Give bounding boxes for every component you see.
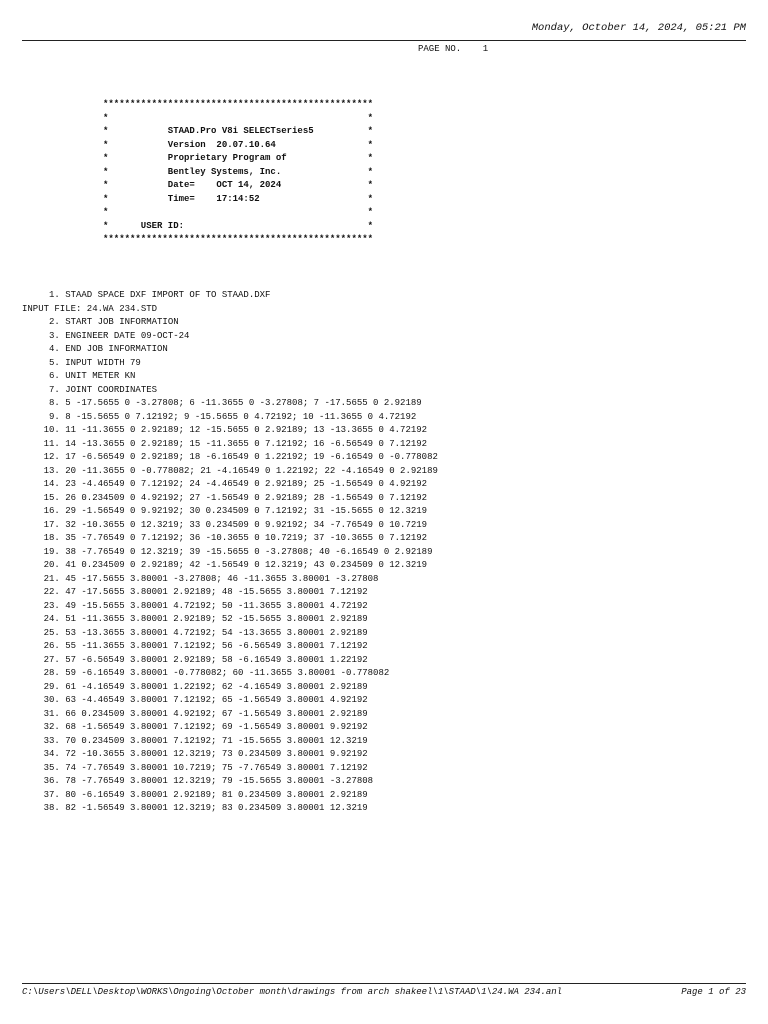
banner-line: * Proprietary Program of * (103, 153, 374, 163)
listing-line: 15. 26 0.234509 0 4.92192; 27 -1.56549 0 2.92189; 28 -1.56549 0 7.12192 (22, 492, 428, 503)
footer-divider (22, 983, 746, 984)
banner-line: * Version 20.07.10.64 * (103, 139, 374, 150)
listing-line: 36. 78 -7.76549 3.80001 12.3219; 79 -15.5655 3.80001 -3.27808 (22, 776, 374, 786)
page-count: Page 1 of 23 (681, 987, 746, 997)
listing-line: 16. 29 -1.56549 0 9.92192; 30 0.234509 0 7.12192; 31 -15.5655 0 12.3219 (22, 506, 428, 516)
listing-line: 9. 8 -15.5655 0 7.12192; 9 -15.5655 0 4.72192; 10 -11.3655 0 4.72192 (22, 411, 417, 422)
banner-line: ************************************************** (103, 99, 374, 109)
input-listing (22, 289, 438, 816)
listing-line: 11. 14 -13.3655 0 2.92189; 15 -11.3655 0 7.12192; 16 -6.56549 0 7.12192 (22, 438, 428, 449)
listing-line: 19. 38 -7.76549 0 12.3219; 39 -15.5655 0 -3.27808; 40 -6.16549 0 2.92189 (22, 546, 433, 557)
listing-line: 12. 17 -6.56549 0 2.92189; 18 -6.16549 0 1.22192; 19 -6.16549 0 -0.778082 (22, 452, 438, 462)
listing-line: INPUT FILE: 24.WA 234.STD (22, 303, 158, 314)
listing-line: 28. 59 -6.16549 3.80001 -0.778082; 60 -11.3655 3.80001 -0.778082 (22, 668, 390, 678)
listing-line: 33. 70 0.234509 3.80001 7.12192; 71 -15.5655 3.80001 12.3219 (22, 735, 368, 746)
banner-line: * USER ID: * (103, 220, 374, 231)
banner-line: * STAAD.Pro V8i SELECTseries5 * (103, 126, 374, 136)
listing-line: 29. 61 -4.16549 3.80001 1.22192; 62 -4.16549 3.80001 2.92189 (22, 681, 368, 692)
listing-line: 7. JOINT COORDINATES (22, 384, 158, 395)
print-datetime: Monday, October 14, 2024, 05:21 PM (531, 22, 746, 34)
banner-line: * * (103, 207, 374, 217)
listing-line: 2. START JOB INFORMATION (22, 317, 179, 327)
header-divider (22, 40, 746, 41)
file-path: C:\Users\DELL\Desktop\WORKS\Ongoing\October month\drawings from arch shakeel\1\STAAD\1\24.WA 234.anl (22, 987, 563, 997)
listing-line: 38. 82 -1.56549 3.80001 12.3219; 83 0.234509 3.80001 12.3219 (22, 803, 368, 813)
program-banner (103, 98, 373, 247)
listing-line: 10. 11 -11.3655 0 2.92189; 12 -15.5655 0 2.92189; 13 -13.3655 0 4.72192 (22, 425, 428, 435)
listing-line: 30. 63 -4.46549 3.80001 7.12192; 65 -1.56549 3.80001 4.92192 (22, 695, 368, 705)
listing-line: 25. 53 -13.3655 3.80001 4.72192; 54 -13.3655 3.80001 2.92189 (22, 627, 368, 638)
listing-line: 18. 35 -7.76549 0 7.12192; 36 -10.3655 0 10.7219; 37 -10.3655 0 7.12192 (22, 533, 428, 543)
listing-line: 13. 20 -11.3655 0 -0.778082; 21 -4.16549 0 1.22192; 22 -4.16549 0 2.92189 (22, 465, 438, 476)
listing-line: 6. UNIT METER KN (22, 371, 136, 381)
listing-line: 3. ENGINEER DATE 09-OCT-24 (22, 330, 190, 341)
listing-line: 37. 80 -6.16549 3.80001 2.92189; 81 0.234509 3.80001 2.92189 (22, 789, 368, 800)
banner-line: * Bentley Systems, Inc. * (103, 166, 374, 177)
page-number-label: PAGE NO. 1 (418, 44, 489, 54)
banner-line: ************************************************** (103, 234, 374, 244)
banner-line: * Time= 17:14:52 * (103, 193, 374, 204)
listing-line: 14. 23 -4.46549 0 7.12192; 24 -4.46549 0 2.92189; 25 -1.56549 0 4.92192 (22, 479, 428, 489)
listing-line: 8. 5 -17.5655 0 -3.27808; 6 -11.3655 0 -3.27808; 7 -17.5655 0 2.92189 (22, 398, 422, 408)
listing-line: 5. INPUT WIDTH 79 (22, 357, 141, 368)
listing-line: 23. 49 -15.5655 3.80001 4.72192; 50 -11.3655 3.80001 4.72192 (22, 600, 368, 611)
listing-line: 31. 66 0.234509 3.80001 4.92192; 67 -1.56549 3.80001 2.92189 (22, 708, 368, 719)
listing-line: 24. 51 -11.3655 3.80001 2.92189; 52 -15.5655 3.80001 2.92189 (22, 614, 368, 624)
listing-line: 20. 41 0.234509 0 2.92189; 42 -1.56549 0 12.3219; 43 0.234509 0 12.3219 (22, 560, 428, 570)
listing-line: 35. 74 -7.76549 3.80001 10.7219; 75 -7.76549 3.80001 7.12192 (22, 762, 368, 773)
listing-line: 26. 55 -11.3655 3.80001 7.12192; 56 -6.56549 3.80001 7.12192 (22, 641, 368, 651)
banner-line: * * (103, 112, 374, 123)
listing-line: 34. 72 -10.3655 3.80001 12.3219; 73 0.234509 3.80001 9.92192 (22, 749, 368, 759)
listing-line: 1. STAAD SPACE DXF IMPORT OF TO STAAD.DXF (22, 290, 271, 300)
listing-line: 32. 68 -1.56549 3.80001 7.12192; 69 -1.56549 3.80001 9.92192 (22, 722, 368, 732)
listing-line: 22. 47 -17.5655 3.80001 2.92189; 48 -15.5655 3.80001 7.12192 (22, 587, 368, 597)
listing-line: 17. 32 -10.3655 0 12.3219; 33 0.234509 0 9.92192; 34 -7.76549 0 10.7219 (22, 519, 428, 530)
listing-line: 4. END JOB INFORMATION (22, 344, 168, 354)
listing-line: 21. 45 -17.5655 3.80001 -3.27808; 46 -11.3655 3.80001 -3.27808 (22, 573, 379, 584)
listing-line: 27. 57 -6.56549 3.80001 2.92189; 58 -6.16549 3.80001 1.22192 (22, 654, 368, 665)
banner-line: * Date= OCT 14, 2024 * (103, 180, 374, 190)
